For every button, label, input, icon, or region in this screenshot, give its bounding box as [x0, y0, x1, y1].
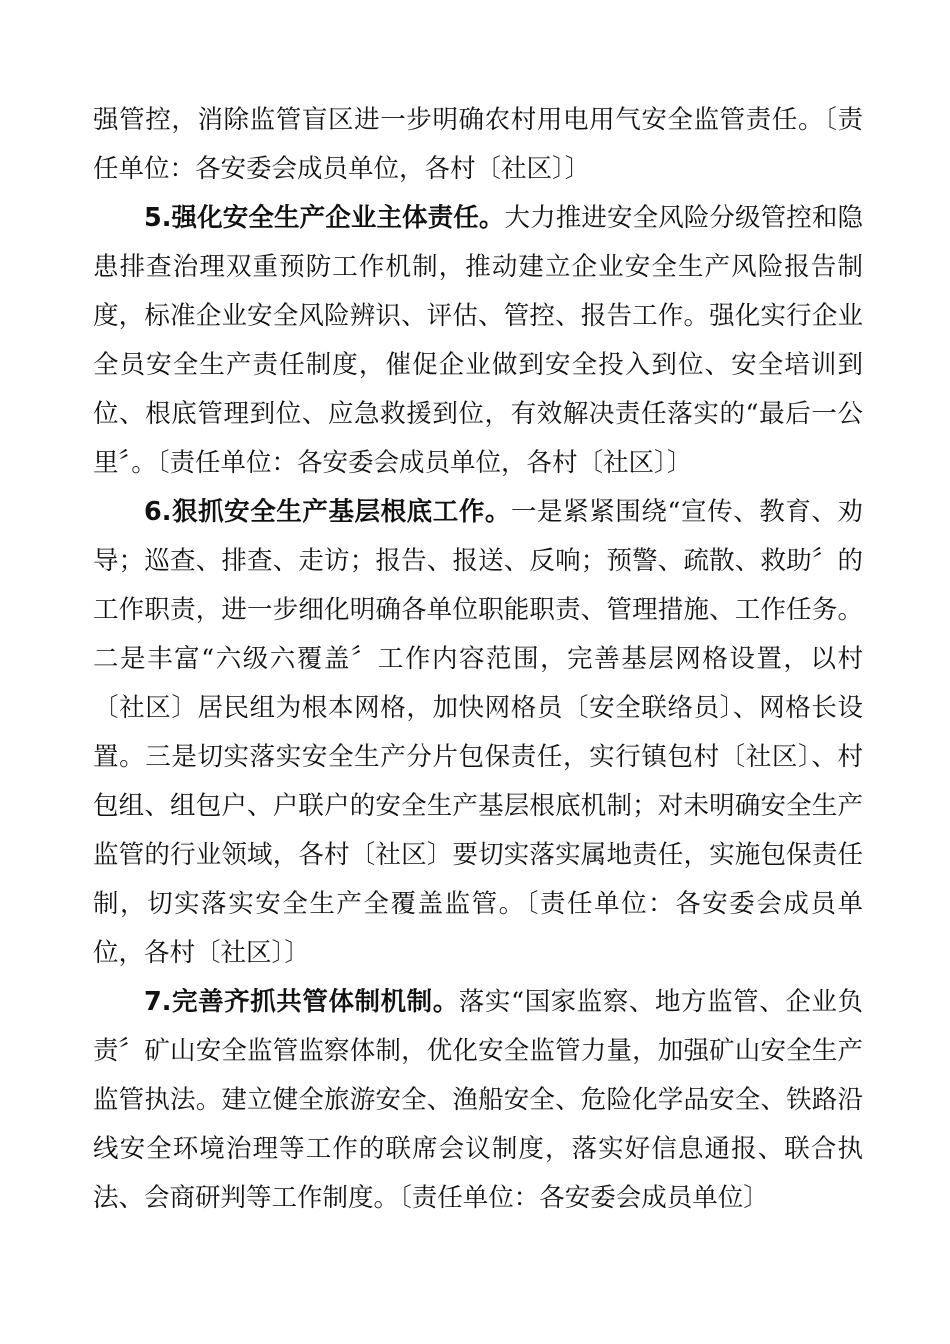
paragraph-heading: 5.强化安全生产企业主体责任。	[144, 203, 505, 233]
paragraph-item-6	[93, 488, 863, 978]
paragraph-continuation	[93, 96, 863, 194]
paragraph-item-7	[93, 978, 863, 1223]
paragraph-body: 强管控，消除监管盲区进一步明确农村用电用气安全监管责任。〔责任单位：各安委会成员单位，各村〔社区〕〕	[93, 105, 863, 184]
paragraph-item-5	[93, 194, 863, 488]
paragraph-heading: 6.狠抓安全生产基层根底工作。	[144, 497, 511, 527]
paragraph-body: 一是紧紧围绕“宣传、教育、劝导；巡查、排查、走访；报告、报送、反响；预警、疏散、救助〞的工作职责，进一步细化明确各单位职能职责、管理措施、工作任务。二是丰富“六级六覆盖〞工作内容范围，完善基层网格设置，以村〔社区〕居民组为根本网格，加快网格员〔安全联络员〕、网格长设置。三是切实落实安全生产分片包保责任，实行镇包村〔社区〕、村包组、组包户、户联户的安全生产基层根底机制；对未明确安全生产监管的行业领域，各村〔社区〕要切实落实属地责任，实施包保责任制，切实落实安全生产全覆盖监管。〔责任单位：各安委会成员单位，各村〔社区〕〕	[93, 497, 863, 968]
paragraph-heading: 7.完善齐抓共管体制机制。	[144, 987, 459, 1017]
paragraph-body: 大力推进安全风险分级管控和隐患排查治理双重预防工作机制，推动建立企业安全生产风险报告制度，标准企业安全风险辨识、评估、管控、报告工作。强化实行企业全员安全生产责任制度，催促企业做到安全投入到位、安全培训到位、根底管理到位、应急救援到位，有效解决责任落实的“最后一公里〞。〔责任单位：各安委会成员单位，各村〔社区〕〕	[93, 203, 863, 478]
paragraph-body: 落实“国家监察、地方监管、企业负责〞矿山安全监管监察体制，优化安全监管力量，加强矿山安全生产监管执法。建立健全旅游安全、渔船安全、危险化学品安全、铁路沿线安全环境治理等工作的联席会议制度，落实好信息通报、联合执法、会商研判等工作制度。〔责任单位：各安委会成员单位〕	[93, 987, 863, 1213]
document-page	[93, 96, 863, 1223]
